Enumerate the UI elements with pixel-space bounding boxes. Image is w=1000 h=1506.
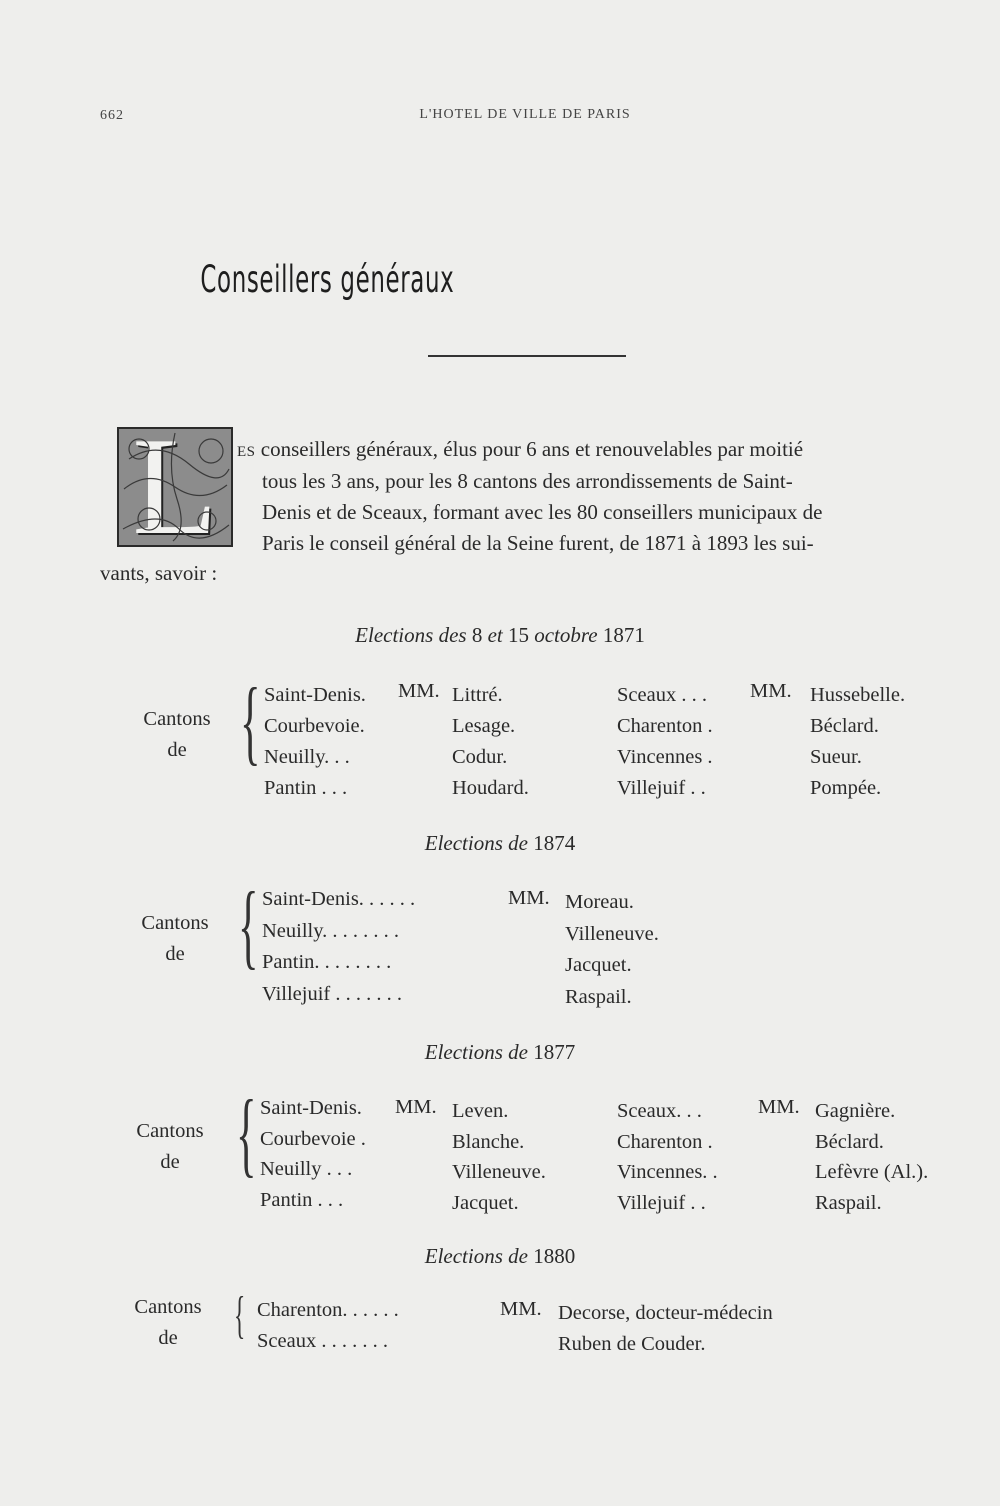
table-row: Vincennes . [617,746,713,768]
heading-word: Elections [355,623,434,647]
intro-line-5: vants, savoir : [100,561,218,585]
table-row: Hussebelle. [810,684,906,706]
table-row: Courbevoie . [260,1127,366,1150]
table-row: Béclard. [810,715,879,737]
table-row: Sceaux. . . [617,1100,702,1122]
table-row: Blanche. [452,1130,525,1153]
heading-word: 1880 [533,1244,576,1268]
mm-1877-left: MM. [395,1096,437,1118]
brace-1880: { [234,1287,246,1344]
heading-word: de [508,831,528,855]
table-row: Villeneuve. [565,922,659,945]
title-rule [428,355,626,357]
table-row: Charenton . [617,715,713,737]
table-row: Jacquet. [565,954,632,976]
heading-word: octobre [534,623,598,647]
col-names-1874 [565,887,659,1013]
heading-word: Elections [424,1244,503,1268]
table-row: Villejuif . . . . . . . [262,982,402,1005]
brace-1877: { [236,1080,257,1186]
col-names-1877-right [815,1096,928,1218]
table-row: Saint-Denis. [264,684,366,706]
table-row: Jacquet. [452,1191,519,1214]
table-row: Sceaux . . . . . . . [257,1330,388,1352]
col-names-1877-left [452,1096,546,1218]
mm-1877-right: MM. [758,1096,800,1118]
table-row: Houdard. [452,777,529,799]
col-cantons-1877-left [260,1093,366,1215]
table-row: Littré. [452,684,503,706]
table-row: Codur. [452,746,508,768]
intro-line-3: Denis et de Sceaux, formant avec les 80 conseillers municipaux de [262,500,823,524]
dropcap-ornament [117,427,233,547]
cantons-label-1880 [118,1292,218,1354]
col-cantons-1880 [257,1295,399,1357]
section-heading-1874 [0,831,1000,856]
intro-line-2: tous les 3 ans, pour les 8 cantons des arrondissements de Saint- [262,469,793,493]
heading-word: et [487,623,503,647]
intro-line-1-text: conseillers généraux, élus pour 6 ans et renouvelables par moitié [260,437,804,461]
page-number: 662 [100,108,124,123]
table-row: Lesage. [452,715,516,737]
col-cantons-1871-left [264,680,366,804]
de-word: de [165,943,185,965]
col-names-1871-right [810,680,905,804]
table-row: Raspail. [565,985,632,1008]
heading-word: des [438,623,467,647]
table-row: Decorse, docteur-médecin [558,1302,773,1324]
heading-word: 1871 [602,623,645,647]
table-row: Neuilly . . . [260,1158,353,1180]
table-row: Ruben de Couder. [558,1333,706,1355]
heading-word: Elections [424,1040,503,1064]
table-row: Charenton. . . . . . [257,1299,399,1321]
cantons-label-1877 [120,1116,220,1178]
table-row: Charenton . [617,1130,713,1153]
table-row: Pompée. [810,777,882,799]
page-title: Conseillers généraux [200,258,455,301]
table-row: Sceaux . . . [617,684,707,706]
intro-first-word-rest: ES [237,444,256,460]
table-row: Villejuif . . [617,1191,706,1214]
table-row: Pantin . . . [260,1188,344,1211]
table-row: Moreau. [565,891,634,913]
table-row: Neuilly. . . [264,746,350,768]
table-row: Pantin. . . . . . . . [262,951,392,973]
table-row: Lefèvre (Al.). [815,1161,929,1183]
table-row: Gagnière. [815,1100,896,1122]
mm-1880: MM. [500,1298,542,1320]
table-row: Saint-Denis. [260,1097,362,1119]
col-cantons-1874 [262,884,415,1010]
de-word: de [158,1327,178,1349]
table-row: Raspail. [815,1191,882,1214]
brace-1871: { [240,668,261,774]
table-row: Leven. [452,1100,509,1122]
floral-ornament-icon [119,429,231,545]
table-row: Neuilly. . . . . . . . [262,919,400,942]
table-row: Villeneuve. [452,1161,546,1183]
heading-word: de [508,1244,528,1268]
cantons-label-1874 [125,908,225,970]
running-title: L'HOTEL DE VILLE DE PARIS [419,107,631,122]
col-cantons-1871-right [617,680,713,804]
mm-1871-right: MM. [750,680,792,702]
section-heading-1871 [0,623,1000,648]
cantons-word: Cantons [134,1296,202,1318]
intro-line-1 [237,434,803,469]
col-names-1871-left [452,680,529,804]
table-row: Sueur. [810,746,862,768]
cantons-word: Cantons [136,1120,204,1142]
heading-word: de [508,1040,528,1064]
cantons-word: Cantons [141,912,209,934]
table-row: Béclard. [815,1130,884,1153]
dropcap-letter: L [132,427,218,547]
heading-word: Elections [424,831,503,855]
cantons-word: Cantons [143,708,211,730]
col-names-1880 [558,1298,773,1360]
section-heading-1877 [0,1040,1000,1065]
de-word: de [160,1151,180,1173]
heading-word: 1877 [533,1040,576,1064]
table-row: Villejuif . . [617,777,706,799]
heading-word: 8 [471,623,483,647]
col-cantons-1877-right [617,1096,718,1218]
heading-word: 15 [507,623,529,647]
table-row: Courbevoie. [264,715,365,737]
cantons-label-1871 [127,704,227,766]
section-heading-1880 [0,1244,1000,1269]
mm-1871-left: MM. [398,680,440,702]
intro-line-4: Paris le conseil général de la Seine furent, de 1871 à 1893 les sui- [262,531,814,555]
heading-word: 1874 [533,831,576,855]
brace-1874: { [238,872,259,978]
mm-1874: MM. [508,887,550,909]
table-row: Saint-Denis. . . . . . [262,888,416,910]
table-row: Vincennes. . [617,1161,718,1183]
de-word: de [167,739,187,761]
table-row: Pantin . . . [264,777,348,799]
